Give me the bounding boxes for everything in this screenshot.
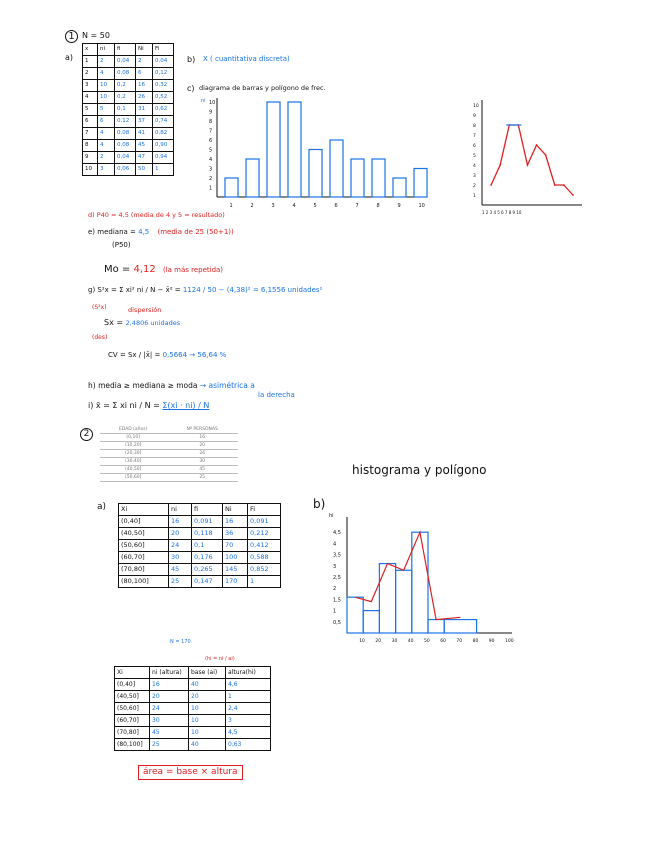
table-cell: (50,60]	[119, 540, 169, 552]
table-cell: 0,2	[115, 80, 136, 92]
table-cell: 6	[136, 68, 153, 80]
table-row	[119, 516, 281, 528]
part-e	[88, 229, 234, 236]
table-cell: 24	[150, 703, 189, 715]
hist-y-tick: 1	[333, 608, 337, 615]
table-cell: 2	[136, 56, 153, 68]
table-header-cell: Xi	[115, 667, 150, 679]
table-cell: 31	[136, 104, 153, 116]
hist-y-tick: 0,5	[333, 619, 341, 626]
table-cell: 16	[150, 679, 189, 691]
table-cell: (80,100]	[119, 576, 169, 588]
mode-value: 4,12	[133, 264, 156, 275]
part-d-text	[88, 212, 225, 219]
table-cell: 0,091	[248, 516, 281, 528]
table-cell: 0,212	[248, 528, 281, 540]
table-row	[83, 104, 174, 116]
table-header-cell: ni (altura)	[150, 667, 189, 679]
table-cell: 0,32	[153, 80, 174, 92]
grey-cell: 24	[166, 450, 238, 458]
poly-point	[545, 154, 547, 156]
table-cell: 2	[83, 68, 98, 80]
mode-line	[104, 265, 223, 275]
grey-header-cell: EDAD (años)	[100, 426, 166, 434]
grey-header-cell: Nº PERSONAS	[166, 426, 238, 434]
bar-x-tick: 7	[355, 203, 359, 209]
grey-cell: 16	[166, 434, 238, 442]
table-row	[83, 92, 174, 104]
table-cell: 47	[136, 152, 153, 164]
table-cell: 0,176	[192, 552, 223, 564]
poly-point	[499, 164, 501, 166]
table-cell: 45	[136, 140, 153, 152]
table-row	[119, 540, 281, 552]
variance-fraction: 1124 / 50	[182, 286, 217, 294]
hist-y-tick: 1,5	[333, 597, 341, 604]
table-cell: 70	[223, 540, 248, 552]
bar-7	[351, 159, 364, 197]
bar-x-tick: 1	[229, 203, 233, 209]
table-cell: 6	[83, 116, 98, 128]
hist-x-tick: 90	[488, 639, 495, 644]
table-cell: (60,70]	[115, 715, 150, 727]
hist-bar	[396, 570, 412, 633]
total-n: N = 170	[170, 639, 191, 645]
poly-y-tick: 5	[473, 154, 476, 159]
mode-label: Mo =	[104, 264, 134, 275]
table-row	[119, 576, 281, 588]
table-cell: 20	[169, 528, 192, 540]
histogram-title: histograma y polígono	[352, 463, 487, 477]
frequency-table-2	[118, 503, 281, 588]
table-cell: 2,4	[226, 703, 271, 715]
table-row	[83, 164, 174, 176]
hist-bar	[347, 597, 363, 633]
grey-cell: (20,30]	[100, 450, 166, 458]
bar-y-tick: 8	[209, 119, 213, 125]
table-cell: 0,62	[153, 104, 174, 116]
poly-y-tick: 1	[473, 194, 476, 199]
table-cell: 10	[189, 715, 226, 727]
grey-cell: 25	[166, 474, 238, 482]
poly-line	[491, 125, 573, 195]
table-cell: 5	[83, 104, 98, 116]
table-row	[115, 727, 271, 739]
table-cell: 10	[98, 92, 115, 104]
mean-value: Σ(xi · ni) / N	[162, 401, 210, 410]
mode-note: (la más repetida)	[162, 266, 224, 274]
poly-point	[536, 144, 538, 146]
table-cell: 0,1	[192, 540, 223, 552]
age-data-table	[100, 426, 238, 482]
table-cell: 0,94	[153, 152, 174, 164]
table-cell: 170	[223, 576, 248, 588]
skew-result-2: la derecha	[258, 391, 295, 399]
hist-y-tick: 3	[333, 563, 337, 570]
table-cell: 0,08	[115, 140, 136, 152]
grey-cell: (40,50]	[100, 466, 166, 474]
bar-6	[330, 140, 343, 197]
table-cell: 7	[83, 128, 98, 140]
table-cell: 1	[153, 164, 174, 176]
table-cell: 1	[83, 56, 98, 68]
table-cell: 8	[83, 140, 98, 152]
std-dev-value: 2,4806 unidades	[125, 319, 181, 327]
table-header-cell: Ni	[223, 504, 248, 516]
table-cell: 10	[189, 703, 226, 715]
table-cell: 4,5	[226, 727, 271, 739]
table-header-cell: ni	[98, 44, 115, 56]
hist-x-tick: 70	[456, 639, 463, 644]
variance-result: − (4,38)² = 6,1556 unidades²	[218, 286, 323, 294]
table-cell: 0,52	[153, 92, 174, 104]
variance-label: g) S²x = Σ xi² ni / N − x̄² =	[88, 286, 181, 294]
table-cell: 4	[98, 128, 115, 140]
table-cell: 16	[169, 516, 192, 528]
heights-caption: (hi = ni / ai)	[205, 656, 235, 662]
table-row	[83, 68, 174, 80]
bar-4	[288, 102, 301, 197]
table-row	[115, 691, 271, 703]
table-row	[119, 564, 281, 576]
bar-x-tick: 10	[418, 203, 425, 209]
grey-cell: (10,20]	[100, 442, 166, 450]
grey-row	[100, 442, 238, 450]
poly-point	[527, 164, 529, 166]
table-cell: 5	[98, 104, 115, 116]
hist-x-tick: 20	[375, 639, 382, 644]
table-cell: (60,70]	[119, 552, 169, 564]
skew-comparison: h) media ≥ mediana ≥ moda	[88, 381, 198, 390]
hist-x-tick: 10	[359, 639, 365, 644]
table-cell: 1	[248, 576, 281, 588]
table-cell: 0,091	[192, 516, 223, 528]
bar-1	[225, 178, 238, 197]
part-b-label: b)	[187, 55, 196, 64]
grey-row	[100, 434, 238, 442]
table-cell: 4	[98, 140, 115, 152]
table-cell: 9	[83, 152, 98, 164]
table-header-cell: fi	[192, 504, 223, 516]
table-row	[119, 552, 281, 564]
bar-y-tick: 5	[209, 147, 213, 154]
frequency-polygon-chart	[470, 90, 590, 220]
grey-cell: 30	[166, 458, 238, 466]
table-cell: 0,90	[153, 140, 174, 152]
dispersion-label: dispersión	[128, 306, 162, 314]
bar-2	[246, 159, 259, 197]
bar-9	[393, 178, 406, 197]
std-dev-line	[104, 319, 180, 327]
hist-bar	[412, 532, 428, 633]
table-cell: 4,6	[226, 679, 271, 691]
poly-point	[554, 184, 556, 186]
part-i	[88, 402, 209, 410]
table-cell: 0,118	[192, 528, 223, 540]
table-cell: (0,40]	[115, 679, 150, 691]
bar-x-tick: 3	[271, 203, 275, 209]
table-cell: 0,08	[115, 68, 136, 80]
poly-y-tick: 7	[473, 134, 476, 139]
histogram-chart	[325, 515, 515, 650]
table-cell: 0,12	[115, 116, 136, 128]
table-cell: 40	[189, 679, 226, 691]
table-cell: 10	[189, 727, 226, 739]
histogram-axis-label: hi	[329, 513, 334, 519]
table-cell: 0,04	[115, 56, 136, 68]
bar-y-tick: 6	[209, 138, 213, 144]
part-2b-label: b)	[313, 497, 326, 511]
poly-y-tick: 6	[473, 144, 476, 149]
table-cell: (0,40]	[119, 516, 169, 528]
hist-y-tick: 4	[333, 541, 337, 548]
table-cell: 20	[150, 691, 189, 703]
table-row	[83, 140, 174, 152]
sample-size: N = 50	[82, 31, 110, 40]
bar-y-tick: 7	[209, 128, 213, 135]
table-cell: 41	[136, 128, 153, 140]
hist-y-tick: 4,5	[333, 530, 341, 537]
table-cell: 26	[136, 92, 153, 104]
table-row	[115, 679, 271, 691]
std-dev-label: Sx =	[104, 318, 126, 327]
table-cell: 24	[169, 540, 192, 552]
bar-3	[267, 102, 280, 197]
table-cell: 25	[150, 739, 189, 751]
table-cell: 0,2	[115, 92, 136, 104]
table-cell: 2	[98, 152, 115, 164]
part-2a-label: a)	[97, 502, 107, 512]
median-value: 4,5	[138, 228, 150, 236]
table-cell: (50,60]	[115, 703, 150, 715]
table-row	[83, 80, 174, 92]
mean-formula: i) x̄ = Σ xi ni / N =	[88, 401, 160, 410]
part-h	[88, 382, 255, 390]
table-header-cell: ni	[169, 504, 192, 516]
bar-axis-label: ni	[201, 98, 206, 104]
poly-point	[563, 184, 565, 186]
exercise-2-number: 2	[80, 428, 93, 441]
grey-row	[100, 450, 238, 458]
table-cell: 30	[150, 715, 189, 727]
table-cell: 0,74	[153, 116, 174, 128]
table-cell: 4	[83, 92, 98, 104]
table-cell: 4	[98, 68, 115, 80]
table-cell: 30	[169, 552, 192, 564]
table-cell: 16	[136, 80, 153, 92]
table-header-row	[115, 667, 271, 679]
bar-y-tick: 1	[209, 185, 213, 192]
chart-caption: diagrama de barras y polígono de frec.	[199, 84, 326, 92]
bar-10	[414, 169, 427, 198]
table-header-cell: Fi	[153, 44, 174, 56]
table-header-row	[119, 504, 281, 516]
table-row	[83, 116, 174, 128]
table-row	[83, 56, 174, 68]
bar-8	[372, 159, 385, 197]
hist-x-tick: 80	[472, 639, 479, 644]
table-cell: 0,82	[153, 128, 174, 140]
table-header-cell: Fi	[248, 504, 281, 516]
table-cell: (40,50]	[115, 691, 150, 703]
hist-x-tick: 30	[391, 639, 398, 644]
median-percentile: (P50)	[112, 241, 131, 249]
bar-x-tick: 8	[376, 203, 380, 209]
poly-y-tick: 10	[473, 104, 479, 109]
poly-point	[490, 184, 492, 186]
table-cell: 0,265	[192, 564, 223, 576]
table-cell: 0,147	[192, 576, 223, 588]
table-header-cell: x	[83, 44, 98, 56]
part-d-content: d) P40 = 4,5 (media de 4 y 5 = resultado)	[88, 211, 225, 219]
grey-header-row	[100, 426, 238, 434]
bar-y-tick: 3	[209, 166, 213, 173]
cv-line	[108, 352, 226, 359]
table-cell: (70,80]	[115, 727, 150, 739]
table-cell: 0,08	[115, 128, 136, 140]
hist-y-tick: 3,5	[333, 552, 341, 559]
table-header-cell: Ni	[136, 44, 153, 56]
bar-y-tick: 9	[209, 109, 213, 116]
variance-line	[88, 287, 322, 294]
table-cell: 20	[189, 691, 226, 703]
table-cell: 0,63	[226, 739, 271, 751]
exercise-1-number: 1	[65, 30, 78, 43]
table-cell: 0,04	[115, 152, 136, 164]
table-cell: 0,12	[153, 68, 174, 80]
table-row	[119, 528, 281, 540]
table-cell: 0,06	[115, 164, 136, 176]
cv-label: CV = Sx / |x̄| =	[108, 351, 163, 359]
poly-y-tick: 4	[473, 164, 476, 169]
table-header-cell: fi	[115, 44, 136, 56]
grey-row	[100, 474, 238, 482]
grey-cell: 20	[166, 442, 238, 450]
bar-x-tick: 6	[334, 203, 338, 209]
bar-5	[309, 150, 322, 198]
table-row	[115, 703, 271, 715]
table-row	[83, 152, 174, 164]
area-formula: área = base × altura	[138, 765, 243, 780]
table-cell: 50	[136, 164, 153, 176]
table-cell: 25	[169, 576, 192, 588]
table-cell: 6	[98, 116, 115, 128]
hist-polygon	[355, 532, 460, 619]
grey-cell: (50,60]	[100, 474, 166, 482]
poly-y-tick: 3	[473, 174, 476, 179]
frequency-table-1	[82, 43, 174, 176]
table-cell: 40	[189, 739, 226, 751]
bar-x-tick: 2	[250, 203, 254, 209]
hist-x-tick: 60	[440, 639, 446, 644]
poly-point	[572, 194, 574, 196]
table-cell: 36	[223, 528, 248, 540]
table-cell: 10	[98, 80, 115, 92]
cv-value: 0,5664 → 56,64 %	[162, 351, 227, 359]
grey-cell: (30,40]	[100, 458, 166, 466]
table-cell: (80,100]	[115, 739, 150, 751]
table-cell: 1	[226, 691, 271, 703]
hist-bar	[428, 620, 444, 633]
bar-chart	[195, 92, 435, 217]
hist-y-tick: 2	[333, 586, 337, 593]
median-label: e) mediana =	[88, 228, 139, 236]
bar-x-tick: 5	[313, 203, 317, 209]
table-cell: 37	[136, 116, 153, 128]
poly-y-tick: 2	[473, 184, 476, 189]
table-cell: 2	[98, 56, 115, 68]
table-cell: 0,588	[248, 552, 281, 564]
poly-y-tick: 8	[473, 124, 476, 129]
grey-row	[100, 466, 238, 474]
table-cell: (40,50]	[119, 528, 169, 540]
variable-type: X ( cuantitativa discreta)	[203, 55, 290, 63]
table-row	[115, 715, 271, 727]
bar-y-tick: 10	[209, 100, 216, 106]
variance-note: (S²x)	[92, 304, 107, 311]
table-row	[83, 128, 174, 140]
bar-y-tick: 2	[209, 176, 213, 182]
hist-y-tick: 2,5	[333, 575, 341, 581]
table-cell: 45	[150, 727, 189, 739]
table-cell: 145	[223, 564, 248, 576]
table-header-cell: Xi	[119, 504, 169, 516]
poly-y-tick: 9	[473, 114, 476, 119]
hist-bar	[379, 564, 395, 633]
std-dev-note: (des)	[92, 334, 108, 341]
table-row	[115, 739, 271, 751]
table-cell: 10	[83, 164, 98, 176]
hist-x-tick: 50	[424, 639, 430, 644]
area-table	[114, 666, 271, 751]
table-cell: 0,412	[248, 540, 281, 552]
table-cell: 16	[223, 516, 248, 528]
bar-x-tick: 9	[397, 203, 401, 209]
part-a-label: a)	[65, 53, 74, 62]
part-c-label: c)	[187, 84, 195, 93]
grey-cell: 45	[166, 466, 238, 474]
table-header-cell: altura(hi)	[226, 667, 271, 679]
table-cell: 100	[223, 552, 248, 564]
table-header-cell: base (ai)	[189, 667, 226, 679]
grey-row	[100, 458, 238, 466]
table-cell: 0,1	[115, 104, 136, 116]
skew-result: → asimétrica a	[199, 381, 255, 390]
table-header-row	[83, 44, 174, 56]
table-cell: 3	[226, 715, 271, 727]
median-note: (media de 25 (50+1))	[157, 228, 234, 236]
hist-x-tick: 100	[505, 639, 514, 644]
table-cell: 0,04	[153, 56, 174, 68]
table-cell: (70,80]	[119, 564, 169, 576]
hist-bar	[444, 620, 476, 633]
hist-x-tick: 40	[407, 639, 414, 644]
bar-x-tick: 4	[292, 203, 296, 209]
bar-y-tick: 4	[209, 157, 213, 163]
table-cell: 3	[83, 80, 98, 92]
table-cell: 0,852	[248, 564, 281, 576]
poly-x-ticks: 1 2 3 4 5 6 7 8 9 10	[482, 210, 522, 215]
table-cell: 45	[169, 564, 192, 576]
grey-cell: (0,10]	[100, 434, 166, 442]
table-cell: 3	[98, 164, 115, 176]
hist-bar	[363, 611, 379, 633]
